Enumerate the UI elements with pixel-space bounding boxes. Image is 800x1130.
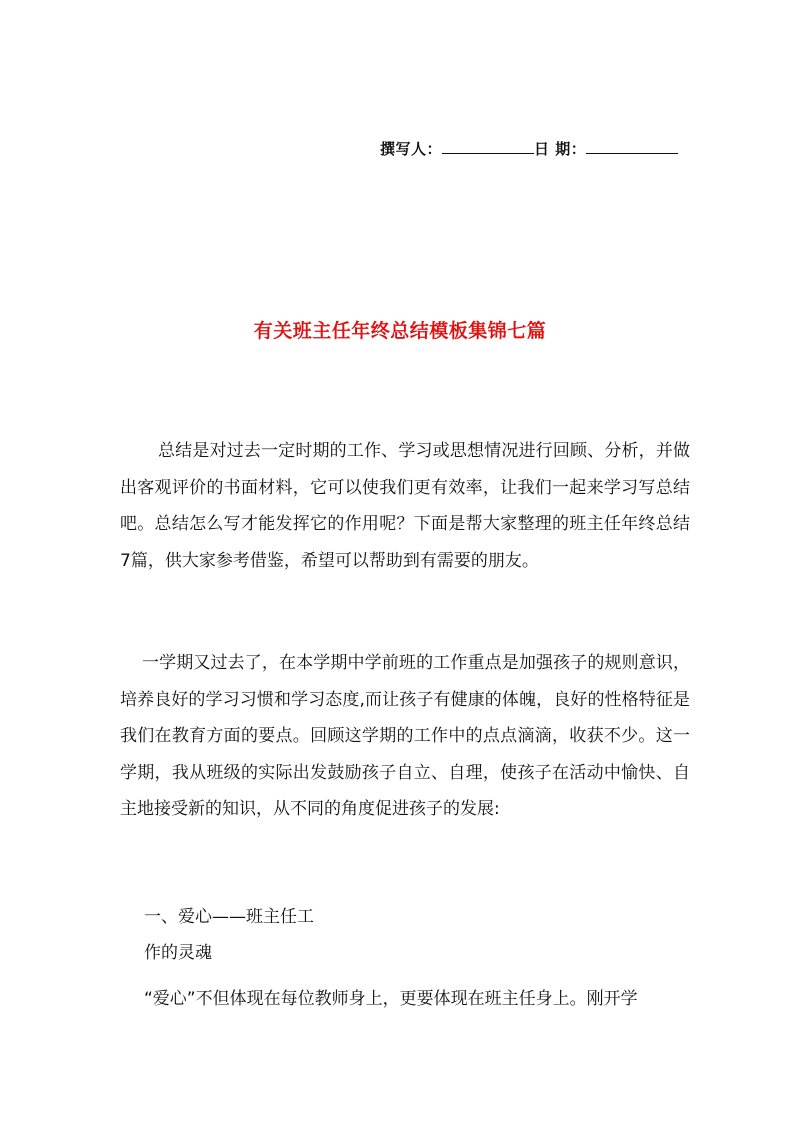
author-date-line bbox=[380, 138, 678, 159]
section-heading-line2: 作的灵魂 bbox=[144, 943, 212, 963]
body-paragraph: 一学期又过去了，在本学期中学前班的工作重点是加强孩子的规则意识，培养良好的学习习惯和学习态度,而让孩子有健康的体魄，良好的性格特征是我们在教育方面的要点。回顾这学期的工作中的点点滴滴，收获不少。这一学期，我从班级的实际出发鼓励孩子自立、自理，使孩子在活动中愉快、自主地接受新的知识，从不同的角度促进孩子的发展: bbox=[120, 653, 690, 819]
paragraph-block bbox=[120, 645, 690, 828]
date-blank bbox=[586, 139, 678, 154]
author-label: 撰写人： bbox=[380, 140, 443, 158]
intro-paragraph: 总结是对过去一定时期的工作、学习或思想情况进行回顾、分析，并做出客观评价的书面材料，它可以使我们更有效率，让我们一起来学习写总结吧。总结怎么写才能发挥它的作用呢？下面是帮大家整理的班主任年终总结7篇，供大家参考借鉴，希望可以帮助到有需要的朋友。 bbox=[120, 441, 690, 571]
paragraph2-start: “爱心”不但体现在每位教师身上，更要体现在班主任身上。刚开学 bbox=[144, 989, 638, 1009]
date-label: 日 期： bbox=[534, 140, 587, 158]
intro-block bbox=[120, 433, 690, 579]
document-title: 有关班主任年终总结模板集锦七篇 bbox=[253, 320, 547, 342]
author-blank bbox=[442, 139, 534, 154]
section-heading-line1: 一、爱心——班主任工 bbox=[144, 907, 314, 927]
